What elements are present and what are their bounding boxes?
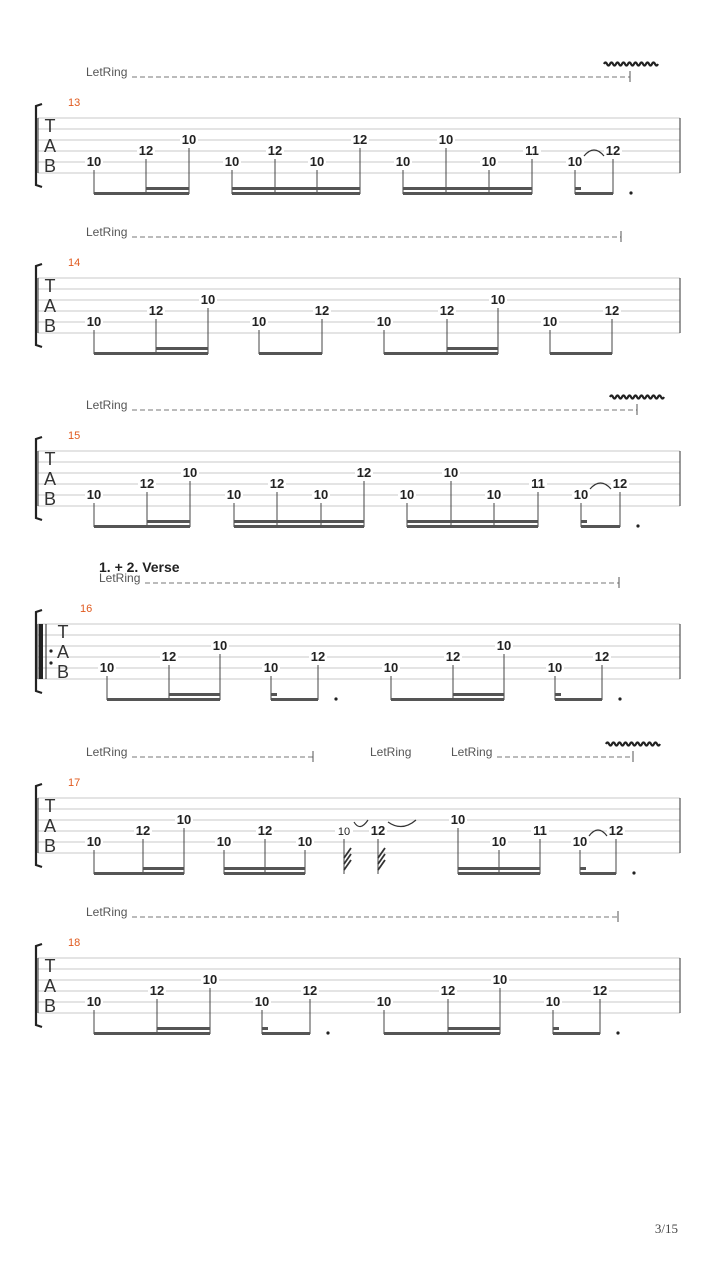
- tie-arc: [388, 820, 416, 827]
- let-ring-label: LetRing: [86, 398, 128, 412]
- beam-secondary: [232, 187, 360, 190]
- fret-number: 10: [486, 487, 502, 502]
- beam: [575, 192, 613, 195]
- fret-number: 10: [216, 834, 232, 849]
- fret-number: 12: [135, 823, 151, 838]
- duration-dot: [618, 697, 621, 700]
- tab-clef-letter: B: [43, 996, 57, 1016]
- fret-number: 12: [439, 303, 455, 318]
- measure-number: 18: [68, 937, 81, 949]
- beam: [94, 192, 189, 195]
- fret-number: 10: [297, 834, 313, 849]
- beam-secondary: [143, 867, 184, 870]
- fret-number: 10: [86, 834, 102, 849]
- fret-number: 10: [86, 314, 102, 329]
- beam: [271, 698, 318, 701]
- fret-number: 10: [376, 994, 392, 1009]
- tab-clef-letter: T: [44, 276, 56, 296]
- tab-clef-letter: B: [43, 836, 57, 856]
- fret-number: 11: [525, 143, 539, 158]
- vibrato-icon: [606, 743, 660, 746]
- section-title: 1. + 2. Verse: [99, 559, 180, 575]
- fret-number: 10: [86, 154, 102, 169]
- let-ring-label: LetRing: [370, 745, 412, 759]
- fret-number: 12: [445, 649, 461, 664]
- fret-number: 10: [86, 487, 102, 502]
- let-ring-label: LetRing: [86, 905, 128, 919]
- fret-number: 10: [492, 972, 508, 987]
- fret-number: 10: [450, 812, 466, 827]
- beam-secondary: [403, 187, 532, 190]
- beam-secondary: [447, 347, 498, 350]
- fret-number: 12: [149, 983, 165, 998]
- beam-secondary: [169, 693, 220, 696]
- beam-secondary: [271, 693, 277, 696]
- system-bracket: [36, 784, 42, 867]
- fret-number: 12: [608, 823, 624, 838]
- fret-number: 10: [399, 487, 415, 502]
- tab-clef-letter: B: [56, 662, 70, 682]
- fret-number: 10: [86, 994, 102, 1009]
- fret-number: 12: [267, 143, 283, 158]
- let-ring-label: LetRing: [86, 745, 128, 759]
- tab-clef-letter: B: [43, 156, 57, 176]
- beam: [232, 192, 360, 195]
- fret-number: 10: [496, 638, 512, 653]
- tab-clef-letter: B: [43, 316, 57, 336]
- beam: [107, 698, 220, 701]
- beam-secondary: [262, 1027, 268, 1030]
- beam-secondary: [147, 520, 190, 523]
- beam-secondary: [234, 520, 364, 523]
- beam: [94, 352, 208, 355]
- beam: [550, 352, 612, 355]
- fret-number: 12: [148, 303, 164, 318]
- fret-number: 10: [212, 638, 228, 653]
- fret-number: 12: [594, 649, 610, 664]
- beam-secondary: [156, 347, 208, 350]
- fret-number: 10: [547, 660, 563, 675]
- fret-number: 12: [356, 465, 372, 480]
- tab-system-18: [36, 905, 680, 1035]
- beam: [581, 525, 620, 528]
- fret-number: 10: [176, 812, 192, 827]
- beam-secondary: [575, 187, 581, 190]
- beam: [94, 1032, 210, 1035]
- system-bracket: [36, 264, 42, 347]
- beam-secondary: [407, 520, 538, 523]
- tab-clef-letter: A: [43, 816, 57, 836]
- beam: [259, 352, 322, 355]
- beam-secondary: [157, 1027, 210, 1030]
- duration-dot: [636, 524, 639, 527]
- duration-dot: [334, 697, 337, 700]
- fret-number: 12: [314, 303, 330, 318]
- duration-dot: [616, 1031, 619, 1034]
- beam: [262, 1032, 310, 1035]
- fret-number: 10: [309, 154, 325, 169]
- beam: [458, 872, 540, 875]
- measure-number: 13: [68, 97, 81, 109]
- fret-number: 12: [302, 983, 318, 998]
- tab-clef-letter: B: [43, 489, 57, 509]
- measure-number: 16: [80, 603, 93, 615]
- fret-number: 12: [605, 143, 621, 158]
- fret-number: 10: [490, 292, 506, 307]
- vibrato-icon: [610, 396, 664, 399]
- fret-number: 10: [567, 154, 583, 169]
- tab-clef-letter: A: [43, 136, 57, 156]
- fret-number: 10: [313, 487, 329, 502]
- fret-number: 10: [383, 660, 399, 675]
- fret-number: 12: [269, 476, 285, 491]
- fret-number: 12: [310, 649, 326, 664]
- fret-number: 12: [604, 303, 620, 318]
- tab-system-16: [36, 559, 680, 701]
- tab-clef-letter: A: [43, 976, 57, 996]
- beam: [94, 525, 190, 528]
- fret-number: 10: [542, 314, 558, 329]
- let-ring-label: LetRing: [451, 745, 493, 759]
- beam: [580, 872, 616, 875]
- duration-dot: [629, 191, 632, 194]
- tab-system-15: [36, 396, 680, 529]
- beam-secondary: [581, 520, 587, 523]
- page-number: 3/15: [654, 1221, 678, 1236]
- beam: [234, 525, 364, 528]
- fret-number: 10: [337, 826, 351, 838]
- fret-number: 12: [612, 476, 628, 491]
- tab-clef-letter: A: [56, 642, 70, 662]
- beam-secondary: [448, 1027, 500, 1030]
- beam: [553, 1032, 600, 1035]
- fret-number: 10: [481, 154, 497, 169]
- tab-system-14: [36, 225, 680, 355]
- fret-number: 10: [443, 465, 459, 480]
- beam: [224, 872, 305, 875]
- beam-secondary: [453, 693, 504, 696]
- let-ring-label: LetRing: [99, 571, 141, 585]
- tab-clef-letter: A: [43, 296, 57, 316]
- vibrato-icon: [604, 63, 658, 66]
- fret-number: 10: [200, 292, 216, 307]
- beam: [391, 698, 504, 701]
- beam-secondary: [555, 693, 561, 696]
- fret-number: 10: [181, 132, 197, 147]
- fret-number: 10: [438, 132, 454, 147]
- fret-number: 10: [545, 994, 561, 1009]
- beam: [384, 1032, 500, 1035]
- tab-clef-letter: T: [44, 796, 56, 816]
- beam-secondary: [224, 867, 305, 870]
- beam: [384, 352, 498, 355]
- tab-clef-letter: T: [44, 449, 56, 469]
- fret-number: 10: [491, 834, 507, 849]
- let-ring-label: LetRing: [86, 65, 128, 79]
- fret-number: 10: [395, 154, 411, 169]
- fret-number: 12: [592, 983, 608, 998]
- fret-number: 10: [254, 994, 270, 1009]
- fret-number: 10: [182, 465, 198, 480]
- beam-secondary: [553, 1027, 559, 1030]
- fret-number: 12: [161, 649, 177, 664]
- fret-number: 10: [573, 487, 589, 502]
- tab-system-17: [36, 743, 680, 876]
- repeat-thick-bar: [39, 624, 43, 679]
- fret-number: 10: [202, 972, 218, 987]
- system-bracket: [36, 944, 42, 1027]
- system-bracket: [36, 437, 42, 520]
- repeat-dot: [49, 661, 52, 664]
- fret-number: 12: [138, 143, 154, 158]
- beam: [555, 698, 602, 701]
- duration-dot: [632, 871, 635, 874]
- fret-number: 12: [440, 983, 456, 998]
- beam: [94, 872, 184, 875]
- fret-number: 10: [572, 834, 588, 849]
- fret-number: 10: [99, 660, 115, 675]
- measure-number: 17: [68, 777, 81, 789]
- fret-number: 10: [376, 314, 392, 329]
- slur-arc: [354, 820, 368, 827]
- measure-number: 15: [68, 430, 81, 442]
- fret-number: 10: [226, 487, 242, 502]
- tab-clef-letter: T: [57, 622, 69, 642]
- fret-number: 11: [531, 476, 545, 491]
- fret-number: 12: [370, 823, 386, 838]
- fret-number: 10: [263, 660, 279, 675]
- fret-number: 10: [224, 154, 240, 169]
- fret-number: 11: [533, 823, 547, 838]
- tab-clef-letter: T: [44, 956, 56, 976]
- beam-secondary: [146, 187, 189, 190]
- beam: [407, 525, 538, 528]
- tab-clef-letter: A: [43, 469, 57, 489]
- system-bracket: [36, 104, 42, 187]
- beam-secondary: [580, 867, 586, 870]
- measure-number: 14: [68, 257, 81, 269]
- fret-number: 12: [139, 476, 155, 491]
- tab-system-13: [36, 63, 680, 196]
- beam: [403, 192, 532, 195]
- fret-number: 12: [352, 132, 368, 147]
- fret-number: 12: [257, 823, 273, 838]
- duration-dot: [326, 1031, 329, 1034]
- tab-clef-letter: T: [44, 116, 56, 136]
- let-ring-label: LetRing: [86, 225, 128, 239]
- beam-secondary: [458, 867, 540, 870]
- repeat-dot: [49, 649, 52, 652]
- fret-number: 10: [251, 314, 267, 329]
